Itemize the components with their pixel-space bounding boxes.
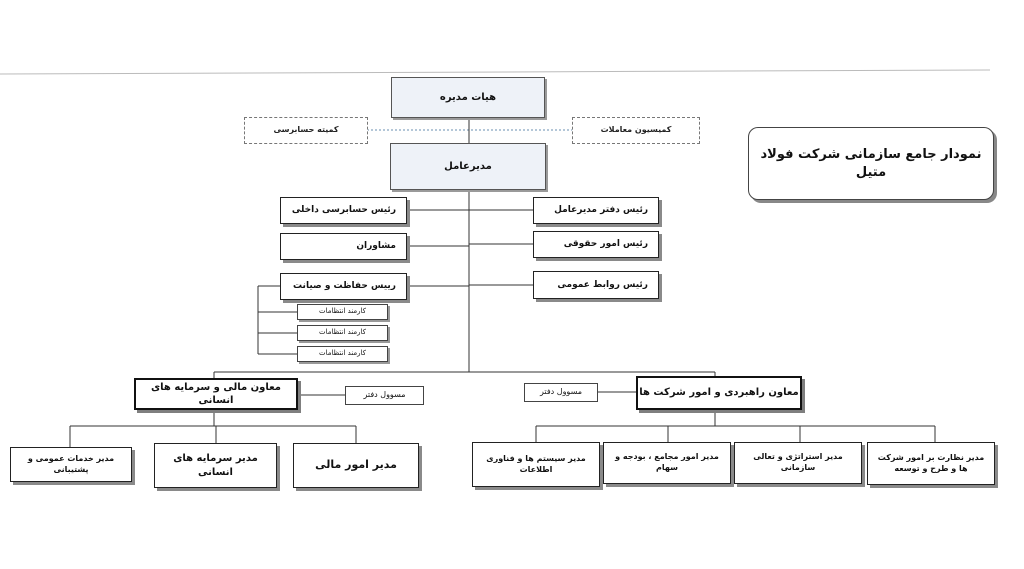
security-staff-3: کارمند انتظامات <box>297 346 388 362</box>
finance-deputy: معاون مالی و سرمایه های انسانی <box>134 378 298 410</box>
internal-audit-head: رئیس حسابرسی داخلی <box>280 197 407 224</box>
audit-committee: کمیته حسابرسی <box>244 117 368 144</box>
companies-oversight-manager: مدیر نظارت بر امور شرکت ها و طرح و توسعه <box>867 442 995 485</box>
finance-office-manager: مسوول دفتر <box>345 386 424 405</box>
top-rule-line <box>0 70 990 74</box>
hr-manager: مدیر سرمایه های انسانی <box>154 443 277 488</box>
strategy-deputy: معاون راهبردی و امور شرکت ها <box>636 376 802 410</box>
security-staff-2: کارمند انتظامات <box>297 325 388 341</box>
advisors: مشاوران <box>280 233 407 260</box>
board-of-directors: هیات مدیره <box>391 77 545 118</box>
legal-affairs-head: رئیس امور حقوقی <box>533 231 659 258</box>
security-staff-1: کارمند انتظامات <box>297 304 388 320</box>
assemblies-budget-manager: مدیر امور مجامع ، بودجه و سهام <box>603 442 731 484</box>
general-services-manager: مدیر خدمات عمومی و پشتیبانی <box>10 447 132 482</box>
strategy-office-manager: مسوول دفتر <box>524 383 598 402</box>
ceo-office-head: رئیس دفتر مدیرعامل <box>533 197 659 224</box>
strategy-excellence-manager: مدیر استراتژی و تعالی سازمانی <box>734 442 862 484</box>
public-relations-head: رئیس روابط عمومی <box>533 271 659 299</box>
finance-manager: مدیر امور مالی <box>293 443 419 488</box>
transactions-commission: کمیسیون معاملات <box>572 117 700 144</box>
chart-title: نمودار جامع سازمانی شرکت فولاد متیل <box>748 127 994 200</box>
it-systems-manager: مدیر سیستم ها و فناوری اطلاعات <box>472 442 600 487</box>
ceo: مدیرعامل <box>390 143 546 190</box>
security-head: رییس حفاظت و صیانت <box>280 273 407 300</box>
